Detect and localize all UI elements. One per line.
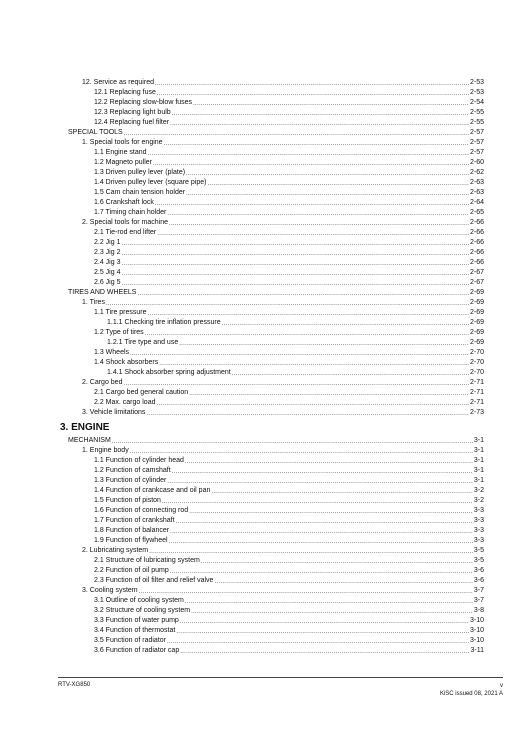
toc-entry-title: 1.1 Function of cylinder head [94, 457, 184, 464]
toc-entry-page: 2-55 [469, 119, 484, 126]
toc-entry-page: 2-57 [469, 139, 484, 146]
toc-entry-title: 1.5 Cam chain tension holder [94, 189, 186, 196]
toc-entry-page: 2-63 [469, 179, 484, 186]
toc-dot-leader [112, 438, 473, 446]
toc-dot-leader [162, 498, 473, 506]
toc-entry-page: 3-3 [473, 517, 484, 524]
toc-entry-title: 3. Cooling system [82, 587, 138, 594]
toc-entry-title: 3.2 Structure of cooling system [94, 607, 191, 614]
toc-entry[interactable] [60, 288, 484, 298]
toc-dot-leader [170, 528, 473, 536]
toc-entry[interactable] [60, 318, 484, 328]
toc-entry-page: 3-6 [473, 567, 484, 574]
toc-dot-leader [153, 160, 469, 168]
toc-entry-page: 2-67 [469, 279, 484, 286]
toc-dot-leader [157, 90, 469, 98]
toc-entry-page: 3-11 [470, 647, 484, 654]
toc-entry[interactable] [60, 348, 484, 358]
toc-dot-leader [139, 588, 473, 596]
toc-entry-title: 1.3 Function of cylinder [94, 477, 167, 484]
toc-entry-page: 2-70 [469, 359, 484, 366]
toc-entry-page: 2-66 [469, 219, 484, 226]
toc-dot-leader [121, 280, 469, 288]
toc-dot-leader [121, 240, 469, 248]
toc-entry-title: 12. Service as required [82, 79, 154, 86]
footer-divider [58, 677, 503, 678]
toc-entry-page: 3-7 [473, 587, 484, 594]
toc-entry[interactable] [60, 536, 484, 546]
toc-entry-title: 3.3 Function of water pump [94, 617, 179, 624]
toc-entry-page: 2-67 [469, 269, 484, 276]
toc-entry[interactable] [60, 308, 484, 318]
toc-dot-leader [211, 488, 473, 496]
toc-entry-title: 2.1 Tie-rod end lifter [94, 229, 157, 236]
toc-entry[interactable] [60, 278, 484, 288]
toc-entry-page: 2-55 [469, 109, 484, 116]
toc-dot-leader [167, 638, 469, 646]
footer-issued: KiSC issued 08, 2021 A [439, 691, 503, 697]
toc-entry-title: 2.1 Structure of lubricating system [94, 557, 200, 564]
toc-entry-title: 1.3 Driven pulley lever (plate) [94, 169, 186, 176]
toc-entry-title: 2.2 Jig 1 [94, 239, 121, 246]
toc-entry-title: 1.4 Driven pulley lever (square pipe) [94, 179, 207, 186]
toc-dot-leader [155, 80, 469, 88]
toc-entry[interactable] [60, 566, 484, 576]
toc-entry[interactable] [60, 258, 484, 268]
toc-entry-title: 2.2 Function of oil pump [94, 567, 169, 574]
toc-entry-page: 2-71 [469, 389, 484, 396]
toc-entry-title: 1.1.1 Checking tire inflation pressure [107, 319, 221, 326]
toc-entry-title: 2. Cargo bed [82, 379, 123, 386]
toc-entry-page: 2-66 [469, 259, 484, 266]
toc-dot-leader [222, 320, 469, 328]
toc-entry[interactable] [60, 168, 484, 178]
toc-entry-title: 1.2.1 Tire type and use [107, 339, 179, 346]
toc-entry-title: 1.2 Function of camshaft [94, 467, 171, 474]
toc-entry-page: 2-54 [469, 99, 484, 106]
toc-dot-leader [193, 100, 469, 108]
toc-entry[interactable] [60, 248, 484, 258]
toc-entry-page: 2-71 [469, 379, 484, 386]
toc-entry-page: 2-63 [469, 189, 484, 196]
toc-entry[interactable] [60, 368, 484, 378]
toc-entry-title: 1.8 Function of balancer [94, 527, 170, 534]
toc-entry[interactable] [60, 446, 484, 456]
toc-entry-title: 3. Vehicle limitations [82, 409, 146, 416]
toc-entry-title: 1. Tires [82, 299, 105, 306]
toc-entry-title: 1.2 Magneto puller [94, 159, 152, 166]
toc-entry[interactable] [60, 198, 484, 208]
toc-entry-title: SPECIAL TOOLS [68, 129, 123, 136]
toc-dot-leader [207, 180, 469, 188]
toc-entry-title: 1.4 Function of crankcase and oil pan [94, 487, 211, 494]
toc-entry-page: 2-53 [469, 89, 484, 96]
toc-entry[interactable] [60, 228, 484, 238]
toc-entry-title: 2.5 Jig 4 [94, 269, 121, 276]
toc-entry-page: 3-8 [473, 607, 484, 614]
toc-entry[interactable] [60, 408, 484, 418]
toc-dot-leader [170, 568, 473, 576]
toc-entry-title: 1. Special tools for engine [82, 139, 163, 146]
footer-right-block [440, 682, 503, 698]
toc-dot-leader [214, 578, 472, 586]
toc-entry-page: 3-1 [473, 467, 484, 474]
toc-entry[interactable] [60, 328, 484, 338]
toc-entry[interactable] [60, 486, 484, 496]
toc-entry[interactable] [60, 138, 484, 148]
toc-entry-title: MECHANISM [68, 437, 111, 444]
toc-entry-page: 2-70 [469, 369, 484, 376]
toc-dot-leader [145, 330, 469, 338]
toc-entry[interactable] [60, 388, 484, 398]
toc-entry-title: 1.1 Tire pressure [94, 309, 147, 316]
toc-entry-page: 2-70 [469, 349, 484, 356]
toc-entry-page: 2-57 [469, 149, 484, 156]
toc-entry[interactable] [60, 358, 484, 368]
toc-entry-title: 1. Engine body [82, 447, 129, 454]
toc-entry-title: 2.4 Jig 3 [94, 259, 121, 266]
toc-dot-leader [170, 120, 469, 128]
toc-entry-page: 3-1 [473, 457, 484, 464]
toc-entry-page: 3-6 [473, 577, 484, 584]
table-of-contents [60, 78, 484, 656]
toc-entry[interactable] [60, 546, 484, 556]
toc-entry-page: 2-71 [469, 399, 484, 406]
toc-entry-title: TIRES AND WHEELS [68, 289, 137, 296]
toc-dot-leader [189, 390, 469, 398]
toc-entry-title: 1.2 Type of tires [94, 329, 144, 336]
toc-entry-title: 12.3 Replacing light bulb [94, 109, 171, 116]
toc-dot-leader [169, 220, 469, 228]
toc-entry[interactable] [60, 268, 484, 278]
toc-dot-leader [130, 448, 473, 456]
toc-dot-leader [179, 340, 469, 348]
toc-entry[interactable] [60, 466, 484, 476]
toc-dot-leader [121, 270, 469, 278]
toc-dot-leader [176, 518, 473, 526]
toc-entry[interactable] [60, 378, 484, 388]
toc-entry[interactable] [60, 606, 484, 616]
toc-section-chapter-3 [60, 436, 484, 656]
toc-entry[interactable] [60, 516, 484, 526]
toc-dot-leader [186, 170, 469, 178]
toc-entry-page: 2-66 [469, 249, 484, 256]
toc-entry[interactable] [60, 88, 484, 98]
toc-entry-title: 1.6 Function of connecting rod [94, 507, 189, 514]
toc-dot-leader [167, 210, 469, 218]
toc-entry[interactable] [60, 158, 484, 168]
toc-entry[interactable] [60, 298, 484, 308]
toc-entry-page: 3-1 [473, 447, 484, 454]
toc-entry[interactable] [60, 496, 484, 506]
toc-dot-leader [186, 190, 469, 198]
toc-dot-leader [189, 508, 473, 516]
toc-dot-leader [191, 608, 473, 616]
toc-entry-page: 3-3 [473, 507, 484, 514]
toc-entry-title: 3.6 Function of radiator cap [94, 647, 180, 654]
toc-entry-page: 2-64 [469, 199, 484, 206]
toc-entry-title: 12.1 Replacing fuse [94, 89, 156, 96]
toc-entry[interactable] [60, 506, 484, 516]
toc-entry-page: 2-69 [469, 329, 484, 336]
toc-entry[interactable] [60, 238, 484, 248]
toc-entry[interactable] [60, 556, 484, 566]
toc-entry-page: 2-69 [469, 289, 484, 296]
toc-entry-title: 2.6 Jig 5 [94, 279, 121, 286]
toc-entry-page: 3-2 [473, 487, 484, 494]
toc-entry-title: 1.5 Function of piston [94, 497, 161, 504]
toc-dot-leader [123, 380, 469, 388]
toc-entry-page: 3-3 [473, 537, 484, 544]
toc-entry[interactable] [60, 338, 484, 348]
toc-entry[interactable] [60, 576, 484, 586]
toc-dot-leader [185, 458, 473, 466]
toc-entry-title: 3.5 Function of radiator [94, 637, 166, 644]
toc-entry-title: 2. Special tools for machine [82, 219, 168, 226]
toc-entry-page: 3-7 [473, 597, 484, 604]
toc-entry-page: 3-1 [473, 437, 484, 444]
toc-entry[interactable] [60, 218, 484, 228]
toc-entry-page: 2-57 [469, 129, 484, 136]
toc-dot-leader [172, 468, 473, 476]
toc-dot-leader [137, 290, 469, 298]
toc-entry-page: 2-73 [469, 409, 484, 416]
footer-model: RTV-XG850 [58, 682, 91, 688]
toc-entry-title: 3.4 Function of thermostat [94, 627, 176, 634]
toc-entry[interactable] [60, 526, 484, 536]
toc-entry[interactable] [60, 108, 484, 118]
toc-entry[interactable] [60, 78, 484, 88]
toc-entry-title: 1.3 Wheels [94, 349, 130, 356]
toc-dot-leader [121, 260, 469, 268]
toc-dot-leader [124, 130, 469, 138]
toc-dot-leader [155, 200, 469, 208]
toc-dot-leader [164, 140, 469, 148]
toc-entry-page: 3-10 [469, 627, 484, 634]
toc-entry-page: 3-1 [473, 477, 484, 484]
toc-dot-leader [185, 598, 473, 606]
toc-section-chapter-2 [60, 78, 484, 418]
toc-entry-page: 2-65 [469, 209, 484, 216]
toc-entry-page: 2-69 [469, 339, 484, 346]
toc-entry[interactable] [60, 178, 484, 188]
toc-entry[interactable] [60, 596, 484, 606]
toc-entry-page: 3-5 [473, 547, 484, 554]
toc-dot-leader [130, 350, 469, 358]
footer-page-numeral: v [500, 683, 503, 689]
toc-entry[interactable] [60, 476, 484, 486]
toc-entry-page: 2-69 [469, 309, 484, 316]
toc-entry-title: 2.3 Jig 2 [94, 249, 121, 256]
toc-dot-leader [121, 250, 469, 258]
toc-entry[interactable] [60, 626, 484, 636]
toc-entry-title: 2. Lubricating system [82, 547, 149, 554]
toc-dot-leader [169, 538, 473, 546]
toc-entry[interactable] [60, 128, 484, 138]
toc-entry[interactable] [60, 118, 484, 128]
toc-entry[interactable] [60, 148, 484, 158]
toc-dot-leader [148, 150, 469, 158]
toc-entry-title: 1.7 Timing chain holder [94, 209, 167, 216]
toc-entry-title: 3.1 Outline of cooling system [94, 597, 184, 604]
toc-entry-title: 1.4 Shock absorbers [94, 359, 159, 366]
toc-entry-title: 1.6 Crankshaft lock [94, 199, 154, 206]
toc-entry[interactable] [60, 616, 484, 626]
toc-entry[interactable] [60, 188, 484, 198]
chapter-heading [60, 421, 484, 435]
toc-dot-leader [106, 300, 469, 308]
toc-dot-leader [167, 478, 473, 486]
toc-entry-title: 12.2 Replacing slow-blow fuses [94, 99, 193, 106]
toc-entry-title: 1.1 Engine stand [94, 149, 147, 156]
toc-dot-leader [148, 310, 469, 318]
toc-dot-leader [156, 400, 469, 408]
toc-dot-leader [180, 648, 469, 656]
toc-entry-page: 2-69 [469, 299, 484, 306]
chapter-title: 3. ENGINE [60, 422, 110, 433]
toc-dot-leader [146, 410, 469, 418]
toc-entry-title: 2.1 Cargo bed general caution [94, 389, 189, 396]
toc-dot-leader [149, 548, 473, 556]
toc-entry-title: 2.2 Max. cargo load [94, 399, 156, 406]
toc-entry-page: 2-66 [469, 229, 484, 236]
toc-entry[interactable] [60, 646, 484, 656]
toc-entry-page: 3-10 [469, 637, 484, 644]
toc-dot-leader [157, 230, 469, 238]
toc-dot-leader [232, 370, 469, 378]
toc-entry-page: 2-60 [469, 159, 484, 166]
toc-dot-leader [159, 360, 469, 368]
toc-entry-page: 2-66 [469, 239, 484, 246]
toc-entry-page: 3-5 [473, 557, 484, 564]
toc-entry-title: 2.3 Function of oil filter and relief valve [94, 577, 214, 584]
toc-dot-leader [180, 618, 469, 626]
toc-entry[interactable] [60, 398, 484, 408]
toc-entry[interactable] [60, 586, 484, 596]
toc-entry[interactable] [60, 98, 484, 108]
toc-dot-leader [176, 628, 469, 636]
toc-entry[interactable] [60, 456, 484, 466]
toc-entry-title: 1.4.1 Shock absorber spring adjustment [107, 369, 231, 376]
toc-entry-page: 2-53 [469, 79, 484, 86]
toc-entry-title: 12.4 Replacing fuel filter [94, 119, 170, 126]
toc-entry-page: 3-3 [473, 527, 484, 534]
toc-entry-page: 3-2 [473, 497, 484, 504]
toc-entry[interactable] [60, 636, 484, 646]
toc-entry-title: 1.7 Function of crankshaft [94, 517, 175, 524]
toc-dot-leader [201, 558, 473, 566]
toc-entry-page: 3-10 [469, 617, 484, 624]
toc-dot-leader [172, 110, 469, 118]
toc-entry-page: 2-69 [469, 319, 484, 326]
toc-entry[interactable] [60, 208, 484, 218]
toc-entry-page: 2-62 [469, 169, 484, 176]
toc-entry[interactable] [60, 436, 484, 446]
toc-entry-title: 1.9 Function of flywheel [94, 537, 168, 544]
